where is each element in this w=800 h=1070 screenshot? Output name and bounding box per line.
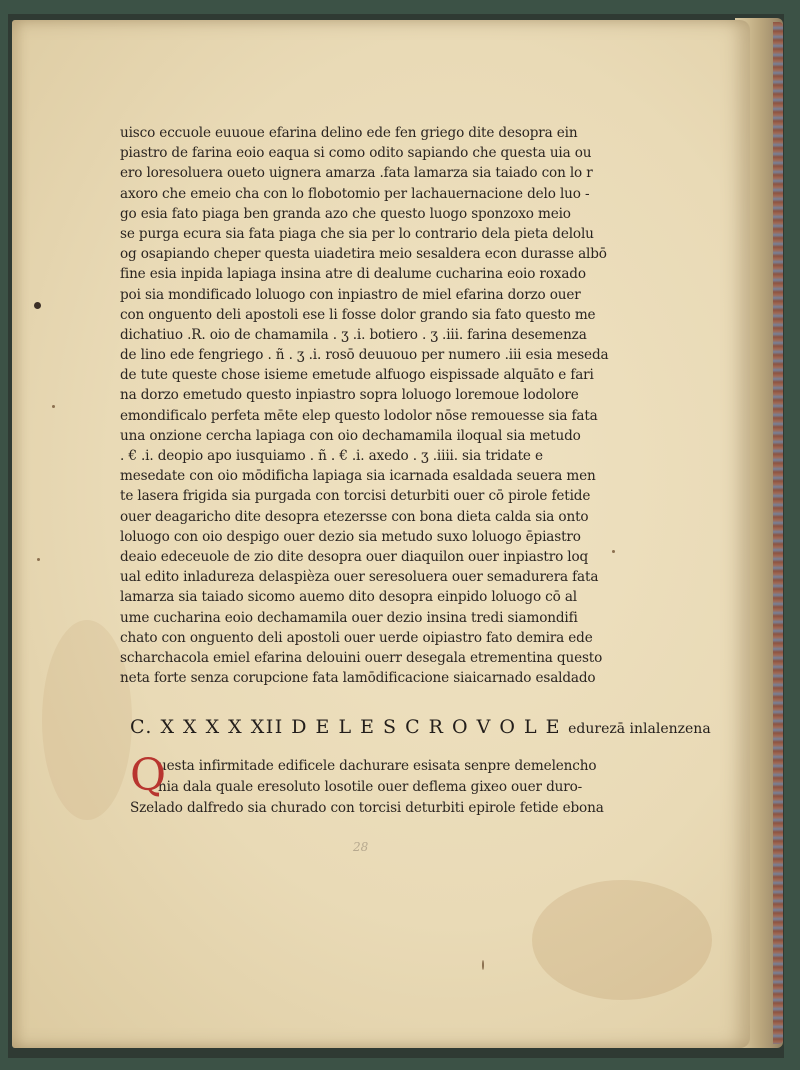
text-line: poi sia mondificado loluogo con inpiastro de miel efarina dorzo ouer — [120, 286, 581, 303]
text-line: axoro che emeio cha con lo flobotomio per lachauernacione delo luo - — [120, 185, 590, 202]
manuscript-page — [12, 20, 750, 1048]
text-line: lamarza sia taiado sicomo auemo dito desopra einpido loluogo cō al — [120, 589, 577, 606]
text-line: piastro de farina eoio eaqua si como odito sapiando che questa uia ou — [120, 145, 592, 162]
chapter-paragraph — [130, 750, 610, 819]
text-line: ouer deagaricho dite desopra etezersse con bona dieta calda sia onto — [120, 508, 589, 525]
text-line: deaio edeceuole de zio dite desopra ouer diaquilon ouer inpiastro loq — [120, 548, 589, 565]
body-text — [120, 123, 610, 688]
text-line: neta forte senza corupcione fata lamōdificacione siaicarnado esaldado — [120, 670, 596, 687]
text-line: chato con onguento deli apostoli ouer uerde oipiastro fato demira ede — [120, 629, 593, 646]
worm-hole — [34, 302, 41, 309]
paper-stain — [42, 620, 132, 820]
text-line: de tute queste chose isieme emetude alfuogo eispissade alquāto e fari — [120, 367, 594, 384]
text-line: se purga ecura sia fata piaga che sia per lo contrario dela pieta delolu — [120, 225, 594, 242]
text-line: . € .i. deopio apo iusquiamo . ñ . € .i. axedo . ʒ .iiii. sia tridate e — [120, 448, 543, 464]
chapter-line: Szelado dalfredo sia churado con torcisi deturbiti epirole fetide ebona — [130, 800, 604, 816]
text-line: ero loresoluera oueto uignera amarza .fata lamarza sia taiado con lo r — [120, 165, 593, 182]
text-line: te lasera frigida sia purgada con torcisi deturbiti ouer cō pirole fetide — [120, 488, 591, 505]
chapter-line: nia dala quale eresoluto losotile ouer deflema gixeo ouer duro- — [158, 779, 583, 795]
chapter-heading-caps: C. X X X X XII D E L E S C R O V O L E — [130, 716, 562, 738]
text-line: na dorzo emetudo questo inpiastro sopra loluogo loremoue lodolore — [120, 387, 579, 404]
paper-stain — [532, 880, 712, 1000]
text-line: de lino ede fengriego . ñ . ʒ .i. rosō deuuouo per numero .iii esia meseda — [120, 347, 609, 364]
text-line: ume cucharina eoio dechamamila ouer dezio insina tredi siamondifi — [120, 609, 578, 626]
paper-speck — [482, 960, 484, 970]
marbled-edge — [773, 22, 783, 1044]
text-line: con onguento deli apostoli ese li fosse dolor grando sia fato questo me — [120, 306, 596, 323]
text-line: ual edito inladureza delaspièza ouer seresoluera ouer semadurera fata — [120, 569, 599, 586]
text-line: uisco eccuole euuoue efarina delino ede fen griego dite desopra ein — [120, 125, 578, 141]
paper-speck — [52, 405, 55, 408]
text-line: go esia fato piaga ben granda azo che questo luogo sponzoxo meio — [120, 205, 571, 222]
rubric-initial: Q — [130, 750, 166, 801]
chapter-heading-tail: edurezā inlalenzena — [568, 721, 711, 737]
folio-number: 28 — [353, 840, 369, 854]
text-line: loluogo con oio despigo ouer dezio sia metudo suxo loluogo ēpiastro — [120, 528, 581, 545]
text-line: mesedate con oio mōdificha lapiaga sia icarnada esaldada seuera men — [120, 468, 596, 485]
paper-speck — [612, 550, 615, 553]
text-line: dichatiuo .R. oio de chamamila . ʒ .i. botiero . ʒ .iii. farina desemenza — [120, 326, 587, 343]
paper-speck — [37, 558, 40, 561]
chapter-line: uesta infirmitade edificele dachurare esisata senpre demelencho — [158, 758, 597, 774]
text-line: scharchacola emiel efarina delouini ouerr desegala etrementina questo — [120, 649, 603, 666]
text-line: una onzione cercha lapiaga con oio dechamamila iloqual sia metudo — [120, 427, 581, 444]
text-line: fine esia inpida lapiaga insina atre di dealume cucharina eoio roxado — [120, 266, 586, 283]
text-line: emondificalo perfeta mēte elep questo lodolor nōse remouesse sia fata — [120, 407, 598, 424]
chapter-heading — [130, 716, 711, 738]
text-line: og osapiando cheper questa uiadetira meio sesaldera econ durasse albō — [120, 246, 607, 263]
